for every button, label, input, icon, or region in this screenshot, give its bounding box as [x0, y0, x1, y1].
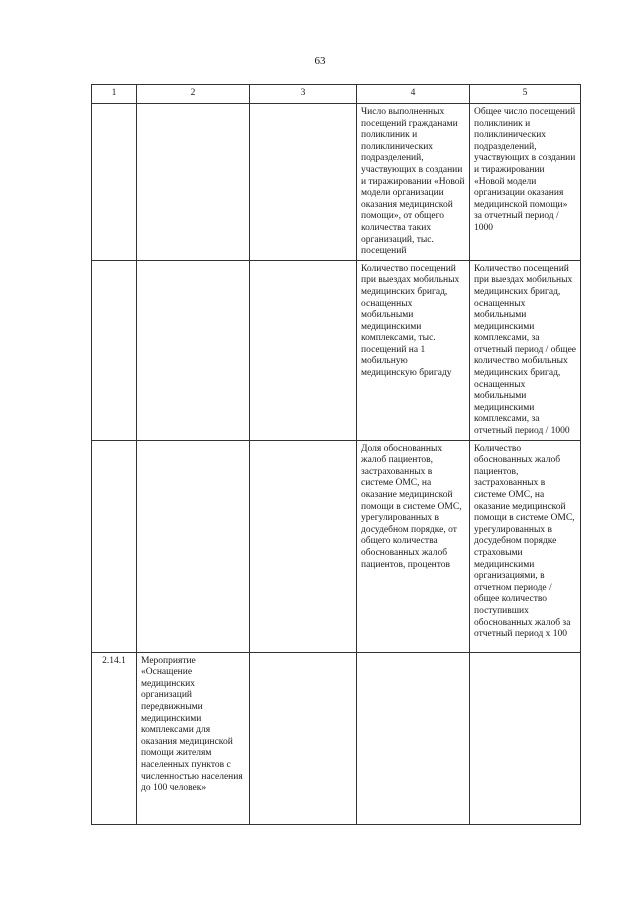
table-row [92, 652, 581, 824]
table-row [92, 260, 581, 440]
table-cell-method: Количество посещений при выездах мобильных медицинских бригад, оснащенных мобильными медицинскими комплексами, за отчетный период / общее количество мобильных медицинских бригад, оснащенных мобильными медицинскими комплексами, за отчетный период / 1000 [470, 260, 581, 440]
page-number: 63 [314, 55, 326, 67]
table-cell-number [92, 260, 137, 440]
table-cell-indicator [357, 652, 470, 824]
table-header-row [92, 85, 581, 104]
table-cell-col3 [250, 440, 357, 652]
table-cell-indicator: Число выполненных посещений гражданами поликлиник и поликлинических подразделений, участвующих в создании и тиражировании «Новой модели организации оказания медицинской помощи», от общего количества таких организаций, тыс. посещений [357, 104, 470, 261]
table-cell-number: 2.14.1 [92, 652, 137, 824]
table-cell-indicator: Количество посещений при выездах мобильных медицинских бригад, оснащенных мобильными медицинскими комплексами, тыс. посещений на 1 мобильную медицинскую бригаду [357, 260, 470, 440]
column-header-3: 3 [250, 85, 357, 104]
table-cell-col3 [250, 260, 357, 440]
table-cell-number [92, 104, 137, 261]
column-header-2: 2 [137, 85, 250, 104]
table-row [92, 440, 581, 652]
column-header-5: 5 [470, 85, 581, 104]
table-cell-method: Общее число посещений поликлиник и поликлинических подразделений, участвующих в создании и тиражировании «Новой модели организации оказания медицинской помощи» за отчетный период / 1000 [470, 104, 581, 261]
table-row [92, 104, 581, 261]
indicator-table [91, 84, 581, 825]
table-cell-method [470, 652, 581, 824]
table-cell-activity [137, 260, 250, 440]
table-cell-number [92, 440, 137, 652]
column-header-4: 4 [357, 85, 470, 104]
table-cell-col3 [250, 652, 357, 824]
table-cell-method: Количество обоснованных жалоб пациентов, застрахованных в системе ОМС, на оказание медицинской помощи в системе ОМС, урегулированных в досудебном порядке страховыми медицинскими организациями, в отчетном периоде / общее количество поступивших обоснованных жалоб за отчетный период x 100 [470, 440, 581, 652]
table-cell-activity [137, 440, 250, 652]
column-header-1: 1 [92, 85, 137, 104]
table-cell-activity: Мероприятие «Оснащение медицинских организаций передвижными медицинскими комплексами для оказания медицинской помощи жителям населенных пунктов с численностью населения до 100 человек» [137, 652, 250, 824]
table-cell-activity [137, 104, 250, 261]
table-cell-col3 [250, 104, 357, 261]
table-cell-indicator: Доля обоснованных жалоб пациентов, застрахованных в системе ОМС, на оказание медицинской помощи в системе ОМС, урегулированных в досудебном порядке, от общего количества обоснованных жалоб пациентов, процентов [357, 440, 470, 652]
